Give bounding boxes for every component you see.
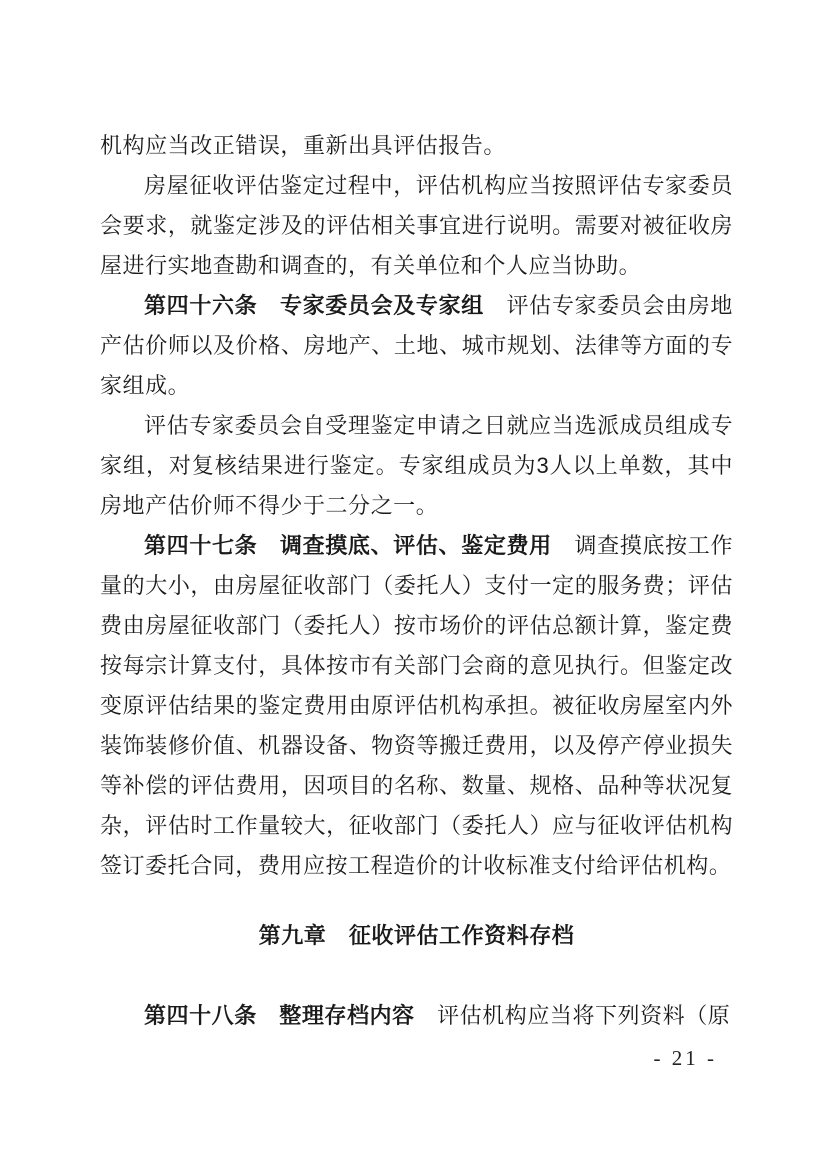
body-paragraph: 评估专家委员会自受理鉴定申请之日就应当选派成员组成专家组，对复核结果进行鉴定。专家组成员为3人以上单数，其中房地产估价师不得少于二分之一。 [100,413,733,518]
article-heading: 第四十七条 调查摸底、评估、鉴定费用 [144,533,552,558]
article-paragraph: 第四十七条 调查摸底、评估、鉴定费用 调查摸底按工作量的大小，由房屋征收部门（委托人）支付一定的服务费；评估费由房屋征收部门（委托人）按市场价的评估总额计算，鉴定费按每宗计算支付，具体按市有关部门会商的意见执行。但鉴定改变原评估结果的鉴定费用由原评估机构承担。被征收房屋室内外装饰装修价值、机器设备、物资等搬迁费用，以及停产停业损失等补偿的评估费用，因项目的名称、数量、规格、品种等状况复杂，评估时工作量较大，征收部门（委托人）应与征收评估机构签订委托合同，费用应按工程造价的计收标准支付给评估机构。 [100,533,733,878]
article-heading: 第四十八条 整理存档内容 [144,1003,415,1028]
article-paragraph: 第四十六条 专家委员会及专家组 评估专家委员会由房地产估价师以及价格、房地产、土地、城市规划、法律等方面的专家组成。 [100,293,733,398]
page-number: - 21 - [653,1046,717,1070]
body-paragraph: 机构应当改正错误，重新出具评估报告。 [100,133,506,158]
chapter-heading: 第九章 征收评估工作资料存档 [258,923,575,948]
document-body [100,126,733,1036]
article-heading: 第四十六条 专家委员会及专家组 [144,293,484,318]
body-paragraph: 房屋征收评估鉴定过程中，评估机构应当按照评估专家委员会要求，就鉴定涉及的评估相关事宜进行说明。需要对被征收房屋进行实地查勘和调查的，有关单位和个人应当协助。 [100,173,733,278]
article-paragraph: 第四十八条 整理存档内容 评估机构应当将下列资料（原 [144,1003,731,1028]
